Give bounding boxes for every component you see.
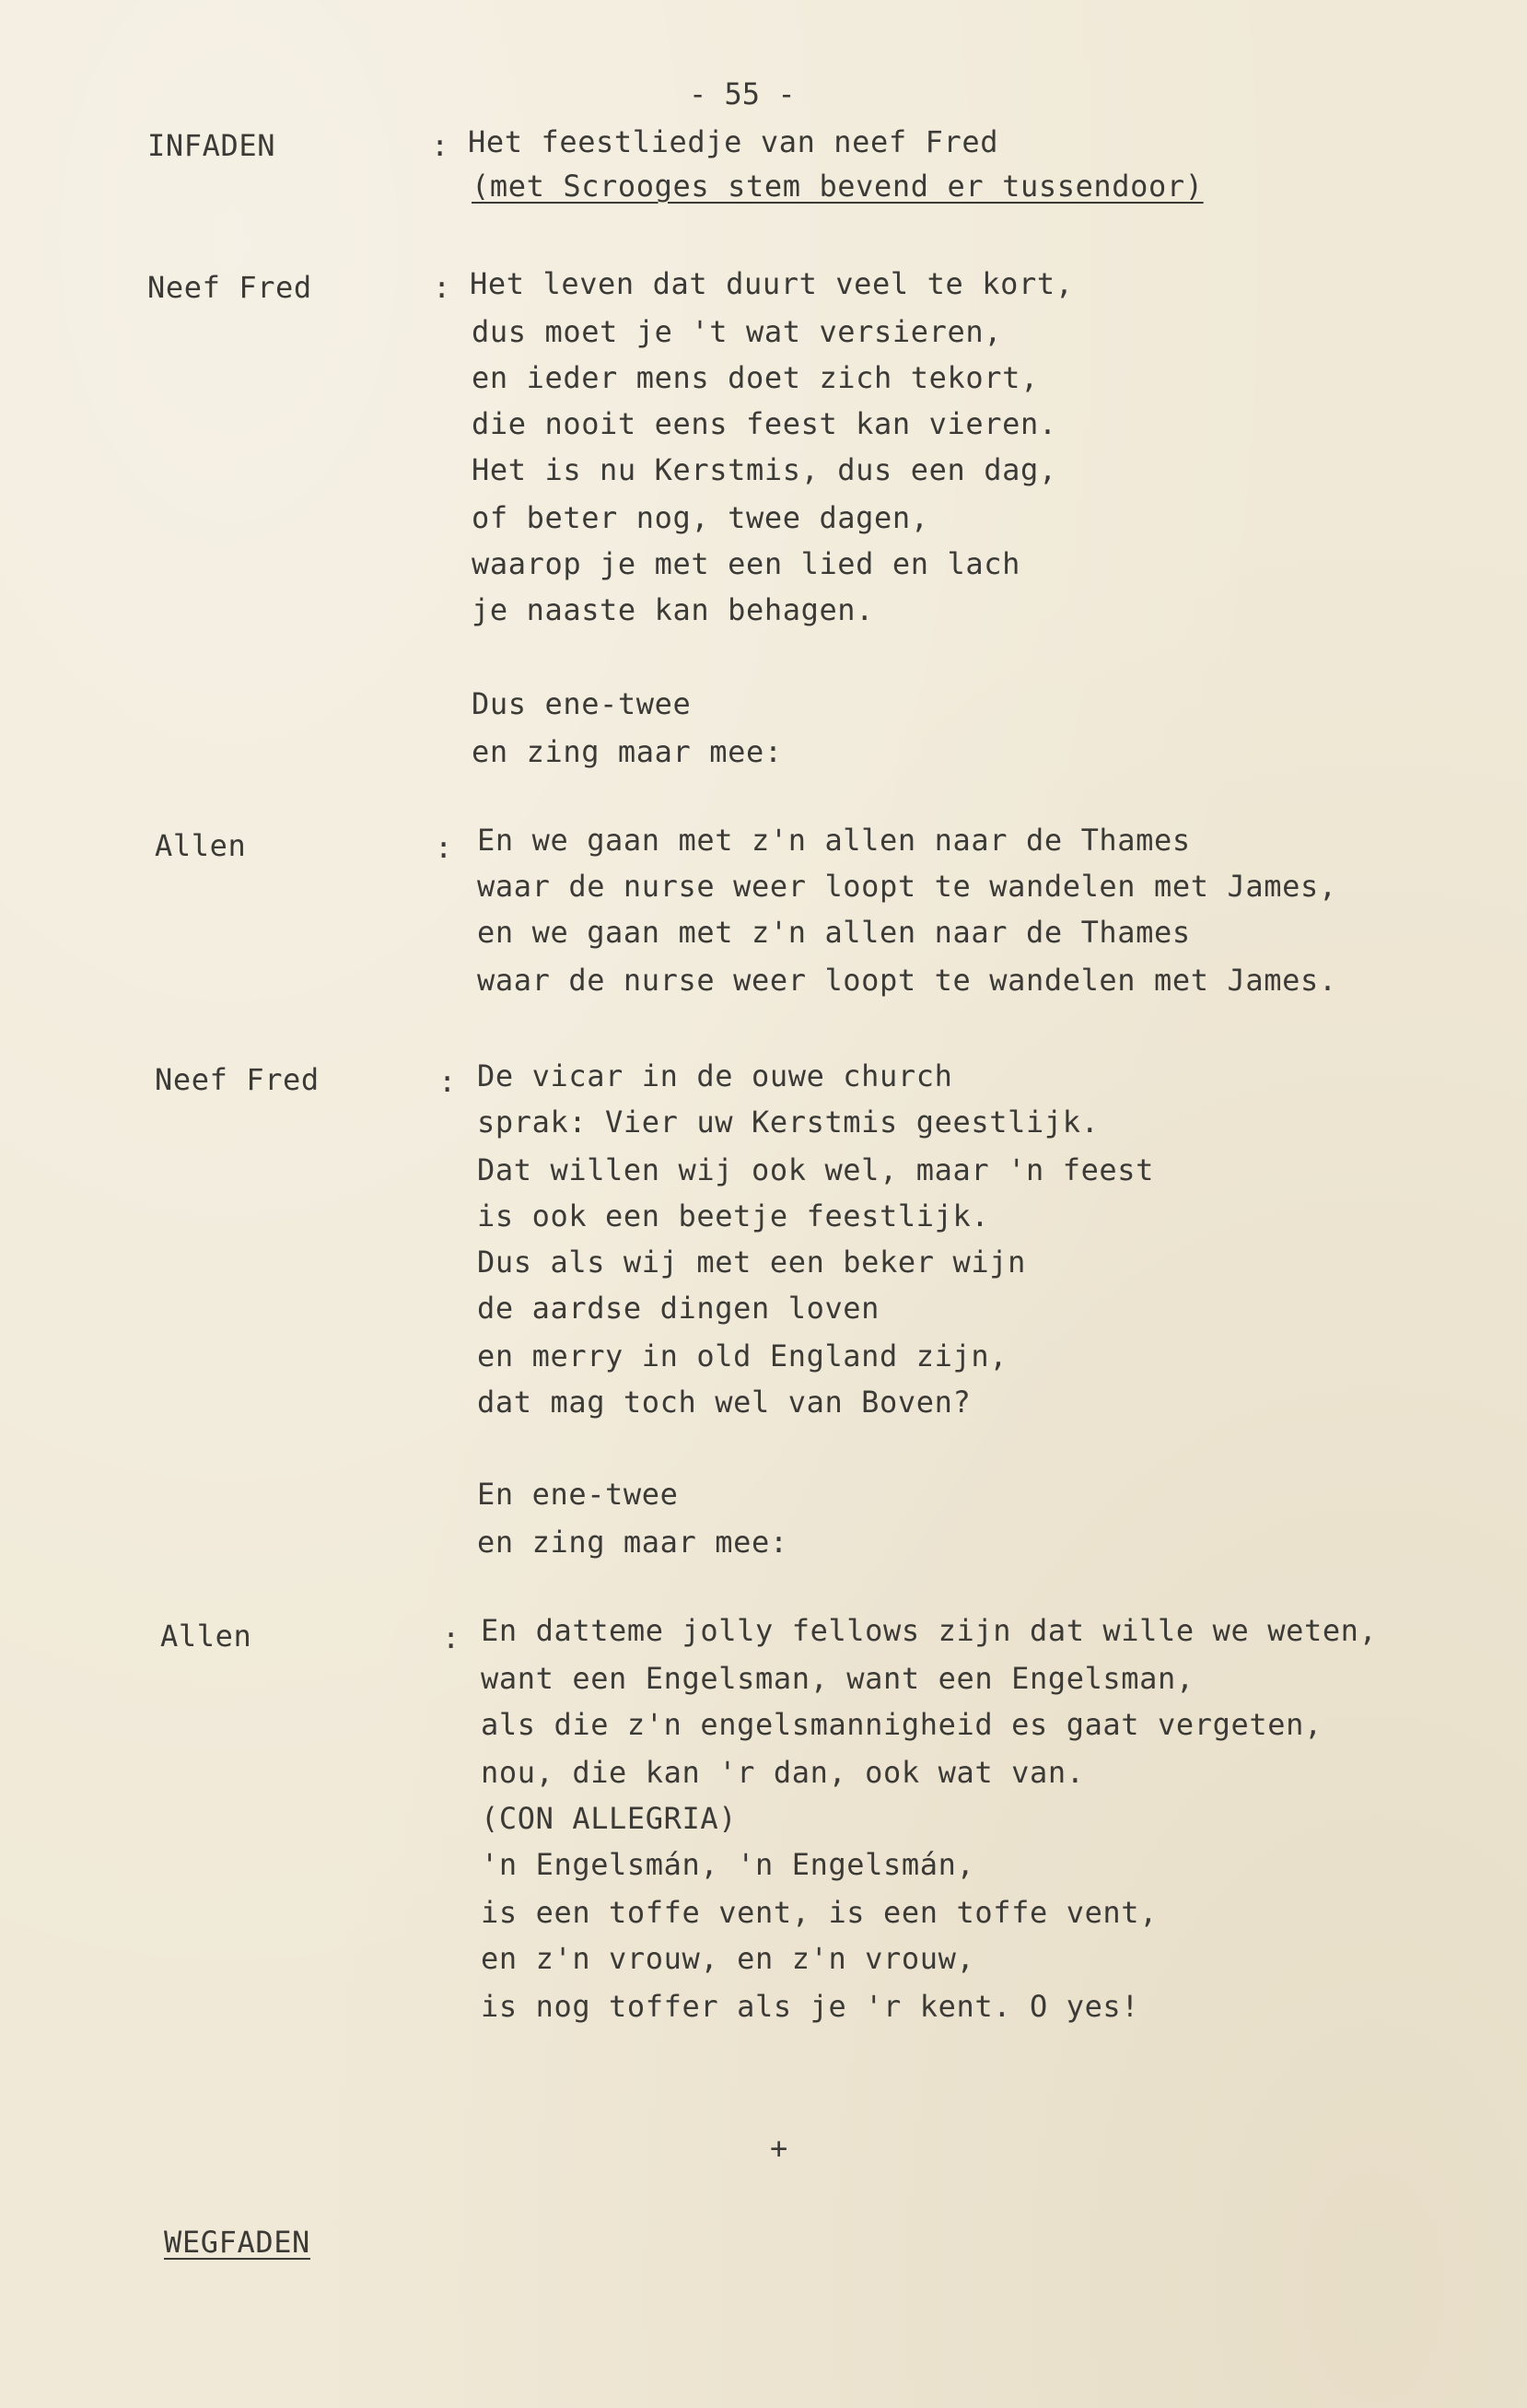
- lyric-line: Het leven dat duurt veel te kort,: [470, 266, 1074, 301]
- lyric-line: de aardse dingen loven: [477, 1291, 880, 1326]
- colon-marker: :: [438, 1064, 457, 1099]
- lyric-line: dat mag toch wel van Boven?: [477, 1385, 972, 1420]
- lyric-line: Het is nu Kerstmis, dus een dag,: [472, 452, 1057, 487]
- lyric-line: 'n Engelsmán, 'n Engelsmán,: [481, 1847, 975, 1882]
- infaden-line: Het feestliedje van neef Fred: [468, 124, 999, 159]
- lyric-line: en ieder mens doet zich tekort,: [472, 360, 1039, 395]
- lyric-line: Dus ene-twee: [472, 686, 692, 721]
- lyric-line: En we gaan met z'n allen naar de Thames: [477, 823, 1191, 858]
- colon-marker: :: [442, 1620, 460, 1655]
- speaker-neef-fred: Neef Fred: [147, 270, 312, 305]
- lyric-line: want een Engelsman, want een Engelsman,: [481, 1661, 1195, 1696]
- colon-marker: :: [431, 128, 449, 163]
- lyric-line: en zing maar mee:: [472, 734, 783, 769]
- lyric-line: en z'n vrouw, en z'n vrouw,: [481, 1941, 975, 1976]
- lyric-line: of beter nog, twee dagen,: [472, 500, 929, 535]
- lyric-line: en we gaan met z'n allen naar de Thames: [477, 915, 1191, 950]
- wegfaden-direction: WEGFADEN: [164, 2225, 310, 2260]
- lyric-line: waar de nurse weer loopt te wandelen met James,: [477, 869, 1337, 904]
- lyric-line: waar de nurse weer loopt te wandelen met James.: [477, 963, 1337, 998]
- speaker-allen: Allen: [155, 828, 247, 863]
- lyric-line: en zing maar mee:: [477, 1525, 788, 1560]
- lyric-line: sprak: Vier uw Kerstmis geestlijk.: [477, 1105, 1100, 1140]
- lyric-line: En datteme jolly fellows zijn dat wille we weten,: [481, 1613, 1378, 1648]
- lyric-line: De vicar in de ouwe church: [477, 1058, 953, 1093]
- lyric-line: als die z'n engelsmannigheid es gaat vergeten,: [481, 1707, 1323, 1742]
- lyric-line: je naaste kan behagen.: [472, 592, 875, 627]
- lyric-line: is nog toffer als je 'r kent. O yes!: [481, 1989, 1140, 2024]
- speaker-allen: Allen: [160, 1619, 252, 1654]
- lyric-line: waarop je met een lied en lach: [472, 546, 1020, 581]
- lyric-line: is een toffe vent, is een toffe vent,: [481, 1895, 1159, 1930]
- lyric-line: En ene-twee: [477, 1477, 679, 1512]
- lyric-line: is ook een beetje feestlijk.: [477, 1198, 990, 1233]
- speaker-infaden: INFADEN: [147, 128, 276, 163]
- lyric-line: en merry in old England zijn,: [477, 1338, 1008, 1373]
- lyric-line: dus moet je 't wat versieren,: [472, 314, 1003, 349]
- lyric-line: nou, die kan 'r dan, ook wat van.: [481, 1755, 1085, 1790]
- lyric-line: Dat willen wij ook wel, maar 'n feest: [477, 1152, 1155, 1187]
- colon-marker: :: [433, 270, 451, 305]
- lyric-line: (CON ALLEGRIA): [481, 1801, 738, 1836]
- infaden-line-underlined: (met Scrooges stem bevend er tussendoor): [472, 169, 1204, 204]
- section-separator: +: [770, 2131, 788, 2166]
- lyric-line: die nooit eens feest kan vieren.: [472, 406, 1057, 441]
- lyric-line: Dus als wij met een beker wijn: [477, 1245, 1026, 1280]
- speaker-neef-fred: Neef Fred: [155, 1062, 320, 1097]
- colon-marker: :: [435, 830, 453, 865]
- page-number: - 55 -: [689, 76, 796, 111]
